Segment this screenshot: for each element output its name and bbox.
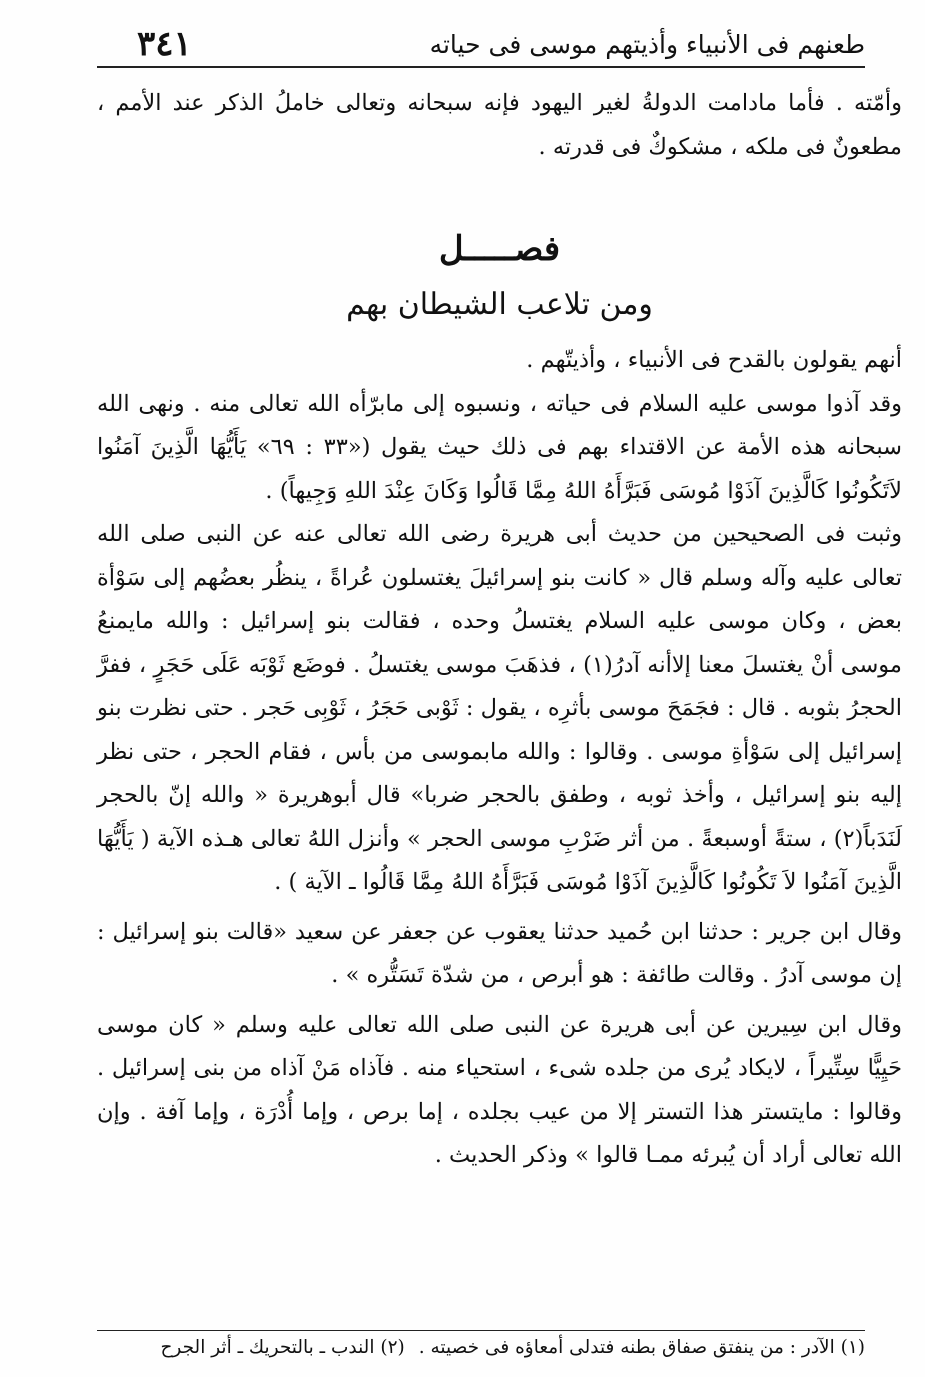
- footnote-2: (٢) الندب ـ بالتحريك ـ أثر الجرح: [160, 1337, 405, 1358]
- page-number: ٣٤١: [137, 24, 192, 64]
- paragraph-3: وثبت فى الصحيحين من حديث أبى هريرة رضى الله تعالى عنه عن النبى صلى الله تعالى عليه وآله وسلم قال « كانت بنو إسرائيلَ يغتسلون عُراةً ، ينظُر بعضُهم إلى سَوْأة بعض ، وكان موسى عليه السلام يغتسلُ وحده ، فقالت بنو إسرائيل : والله مايمنعُ موسى أنْ يغتسلَ معنا إلاأنه آدرُ(١) ، فذهَبَ موسى يغتسلُ . فوضَع ثَوْبَه عَلَى حَجَرٍ ، ففرَّ الحجرُ بثوبه . قال : فجَمَحَ موسى بأثرِه ، يقول : ثَوْبى حَجَرُ ، ثَوْبِى حَجر . حتى نظرت بنو إسرائيل إلى سَوْأةِ موسى . وقالوا : والله مابموسى من بأس ، فقام الحجر ، حتى نظر إليه بنو إسرائيل ، وأخذ ثوبه ، وطفق بالحجر ضربا» قال أبوهريرة « والله إنّ بالحجر لَنَدَباً(٢) ، ستةً أوسبعةً . من أثر ضَرْبِ موسى الحجر » وأنزل اللهُ تعالى هـذه الآية ( يَأَيُّهَا الَّذِينَ آمَنُوا لاَ تَكُونُوا كَالَّذِينَ آذَوْا مُوسَى فَبَرَّأَهُ اللهُ مِمَّا قَالُوا ـ الآية ) .: [97, 521, 902, 895]
- page-header: [97, 22, 865, 68]
- paragraph-5: وقال ابن سِيرين عن أبى هريرة عن النبى صلى الله تعالى عليه وسلم « كان موسى حَيِيًّا سِتِّيراً ، لايكاد يُرى من جلده شىء ، استحياء منه . فآذاه مَنْ آذاه من بنى إسرائيل . وقالوا : مايتستر هذا التستر إلا من عيب بجلده ، إما برص ، وإما أُدْرَة ، وإما آفة . وإن الله تعالى أراد أن يُبرئه ممـا قالوا » وذكر الحديث .: [97, 1011, 902, 1168]
- footnotes: [97, 1330, 865, 1358]
- paragraph-1: أنهم يقولون بالقدح فى الأنبياء ، وأذيتّهم .: [526, 347, 902, 373]
- section-title: فصـــــل: [438, 229, 561, 269]
- intro-paragraph: وأمّته . فأما مادامت الدولةُ لغير اليهود فإنه سبحانه وتعالى خاملُ الذكر عند الأمم ، مطعونٌ فى ملكه ، مشكوكٌ فى قدرته .: [97, 90, 902, 160]
- page-body: [97, 82, 902, 1178]
- footnote-1: (١) الآدر : من ينفتق صفاق بطنه فتدلى أمعاؤه فى خصيته .: [418, 1337, 865, 1358]
- section-subtitle: ومن تلاعب الشيطان بهم: [346, 287, 653, 322]
- running-title: طعنهم فى الأنبياء وأذيتهم موسى فى حياته: [429, 30, 865, 59]
- spacer: [97, 169, 902, 221]
- paragraph-2: وقد آذوا موسى عليه السلام فى حياته ، ونسبوه إلى مابرّأه الله تعالى منه . ونهى الله سبحانه هذه الأمة عن الاقتداء بهم فى ذلك حيث يقول («٣٣ : ٦٩» يَأَيُّهَا الَّذِينَ آمَنُوا لاَتَكُونُوا كَالَّذِينَ آذَوْا مُوسَى فَبَرَّأَهُ اللهُ مِمَّا قَالُوا وَكَانَ عِنْدَ اللهِ وَجِيهاً) .: [97, 390, 902, 504]
- paragraph-4: وقال ابن جرير : حدثنا ابن حُميد حدثنا يعقوب عن جعفر عن سعيد «قالت بنو إسرائيل : إن موسى آدرُ . وقالت طائفة : هو أبرص ، من شدّة تَسَتُّره » .: [97, 918, 902, 988]
